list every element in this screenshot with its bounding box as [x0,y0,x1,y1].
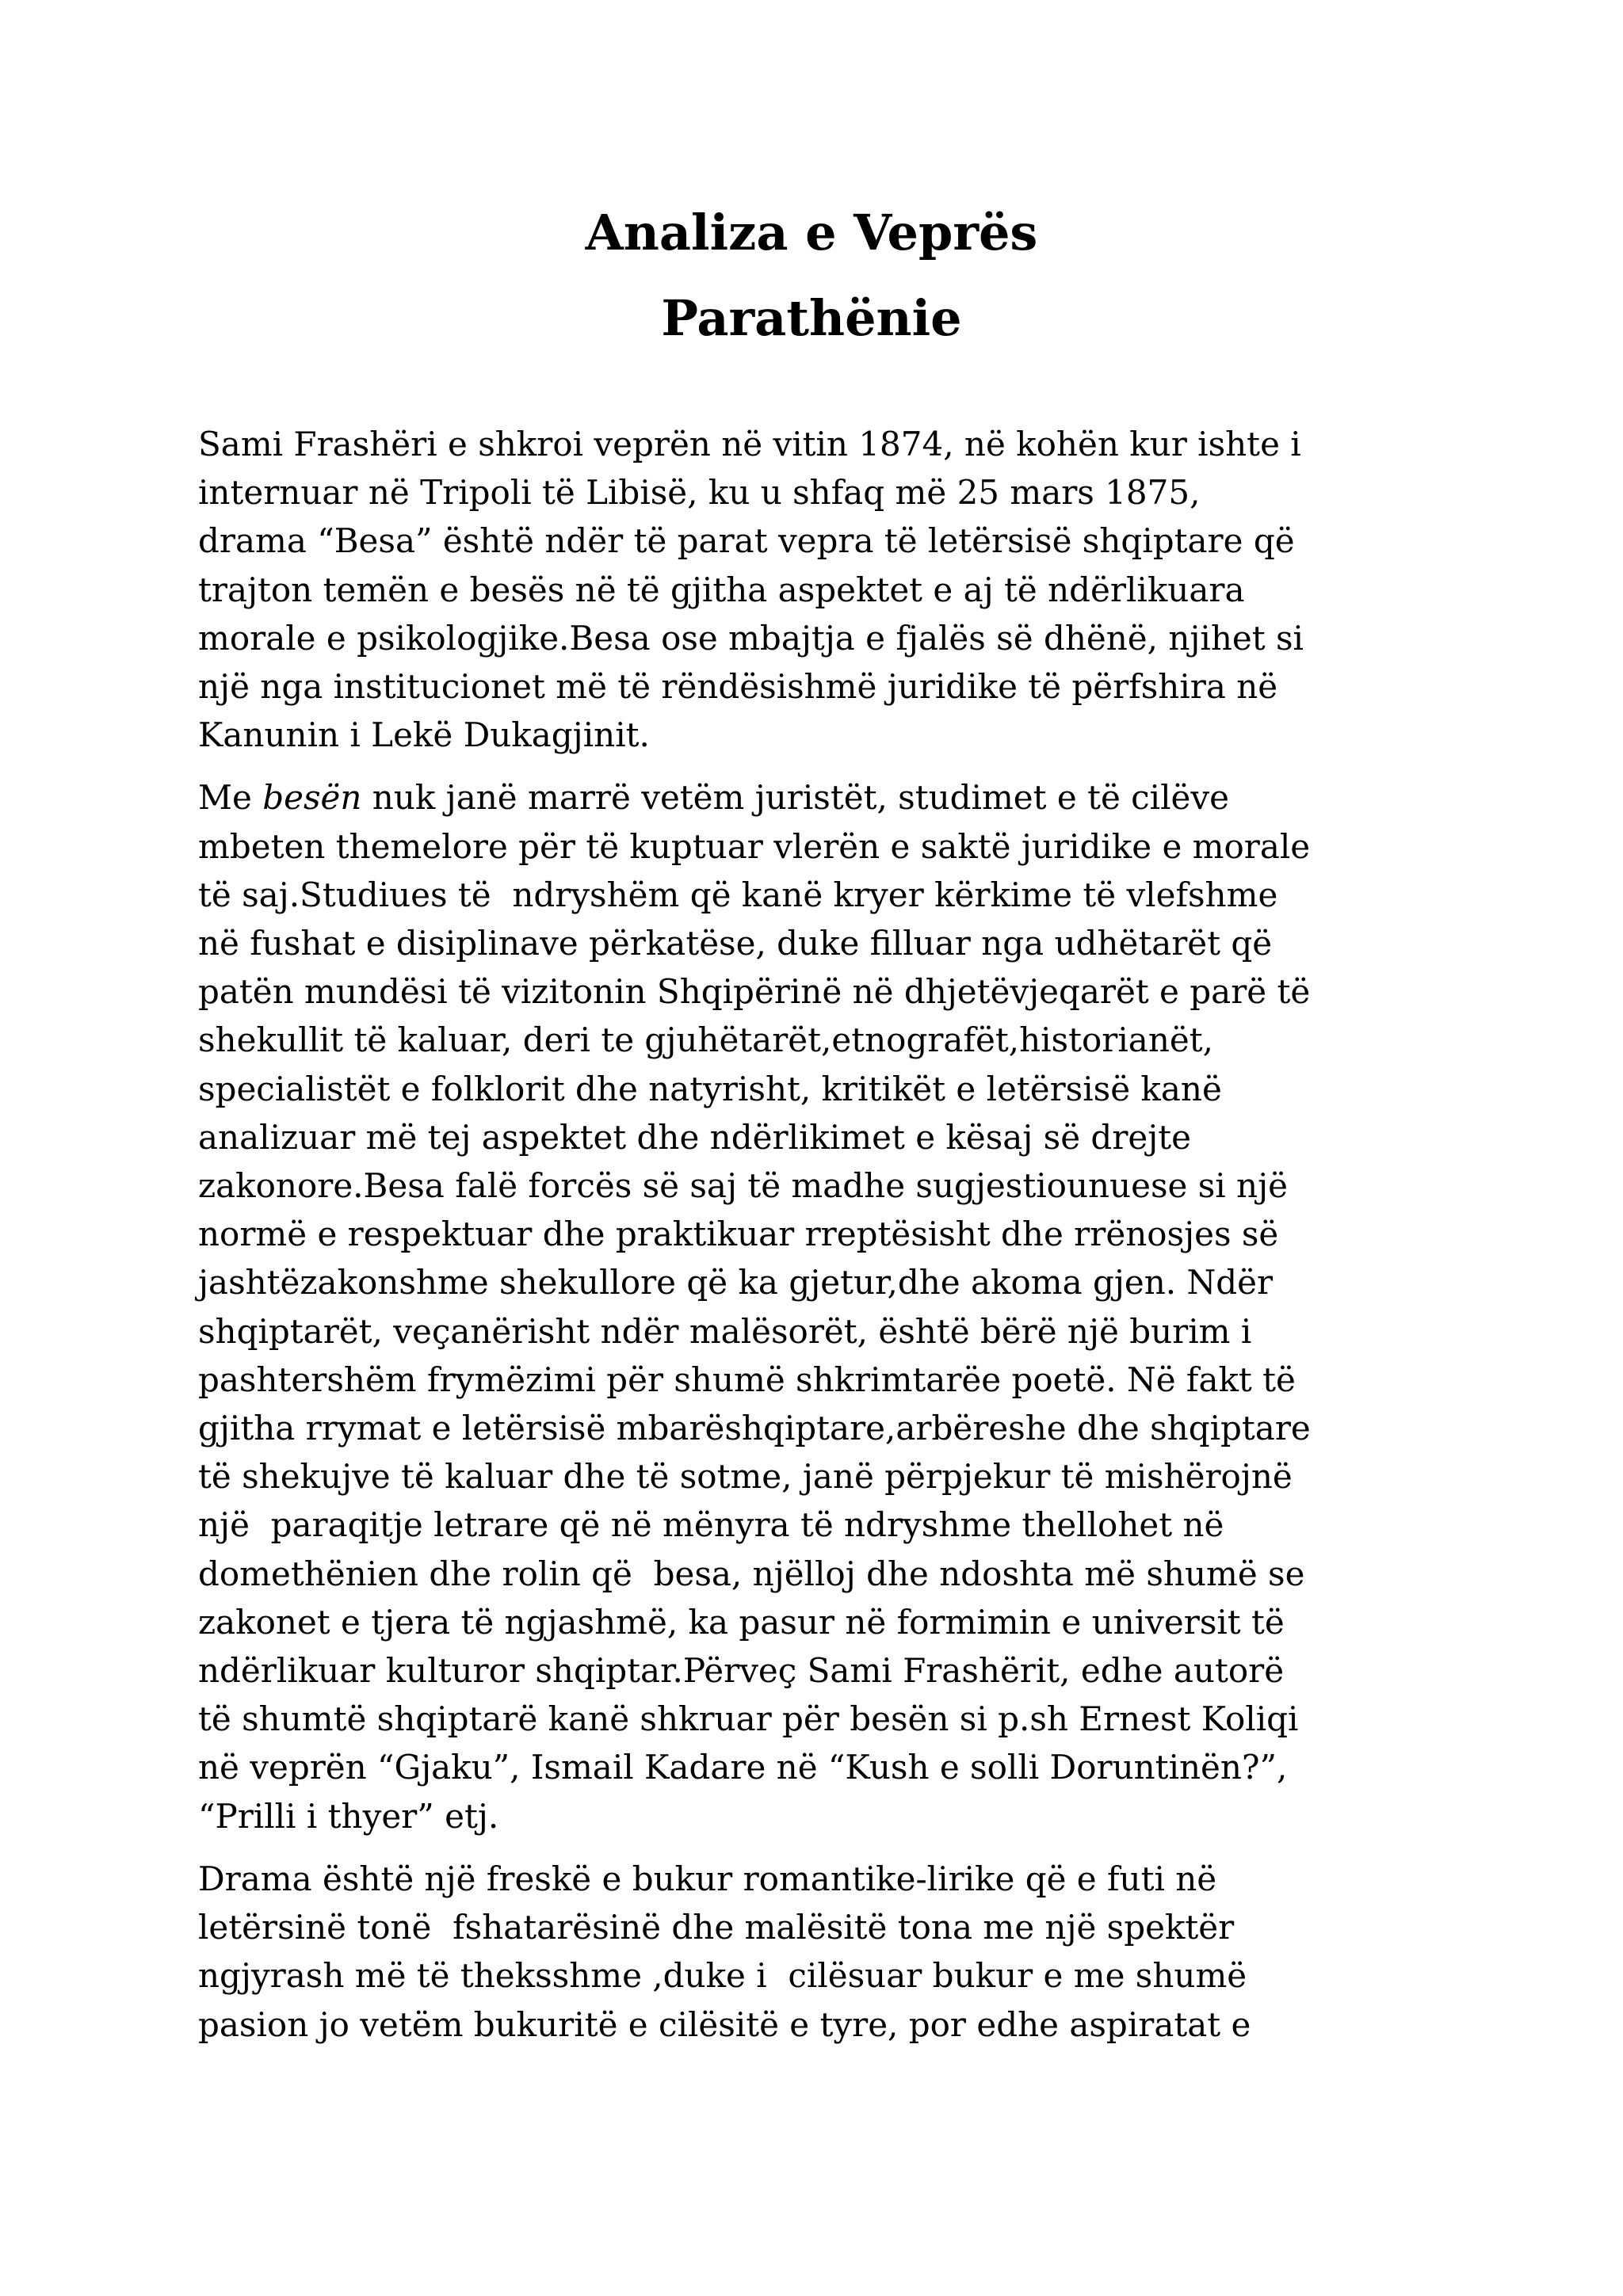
text-line: analizuar më tej aspektet dhe ndërlikimet e kësaj së drejte [198,1117,1192,1157]
title-block [0,190,1623,361]
text-line: normë e respektuar dhe praktikuar rreptësisht dhe rrënosjes së [198,1215,1279,1254]
text-line: drama “Besa” është ndër të parat vepra të letërsisë shqiptare që [198,521,1295,561]
text-fragment: nuk janë marrë vetëm juristët, studimet e të cilëve [361,778,1229,818]
text-line: shekullit të kaluar, deri te gjuhëtarët,etnografët,historianët, [198,1020,1213,1060]
text-line: pashtershëm frymëzimi për shumë shkrimtarëe poetë. Në fakt të [198,1360,1296,1399]
text-line: mbeten themelore për të kuptuar vlerën e saktë juridike e morale [198,826,1311,866]
text-line: në veprën “Gjaku”, Ismail Kadare në “Kush e solli Doruntinën?”, [198,1748,1288,1787]
text-line: zakonet e tjera të ngjashmë, ka pasur në formimin e universit të [198,1602,1285,1642]
text-line: një paraqitje letrare që në mënyra të ndryshme thellohet në [198,1505,1224,1545]
text-line: “Prilli i thyer” etj. [198,1796,499,1836]
text-line: trajton temën e besës në të gjitha aspektet e aj të ndërlikuara [198,570,1245,609]
paragraph-1 [198,420,1450,759]
text-line: Sami Frashëri e shkroi veprën në vitin 1874, në kohën kur ishte i [198,425,1301,463]
text-line: letërsinë tonë fshatarësinë dhe malësitë tona me një spektër [198,1908,1235,1947]
text-line: Kanunin i Lekë Dukagjinit. [198,715,650,755]
text-line: në fushat e disiplinave përkatëse, duke filluar nga udhëtarët që [198,924,1273,963]
text-line: pasion jo vetëm bukuritë e cilësitë e tyre, por edhe aspiratat e [198,2004,1251,2044]
text-line: ndërlikuar kulturor shqiptar.Përveç Sami Frashërit, edhe autorë [198,1651,1285,1691]
italic-term: besën [262,778,362,818]
text-line: ngjyrash më të theksshme ,duke i cilësuar bukur e me shumë [198,1956,1247,1996]
text-line: patën mundësi të vizitonin Shqipërinë në dhjetëvjeqarët e parë të [198,972,1311,1012]
text-line: shqiptarët, veçanërisht ndër malësorët, është bërë një burim i [198,1311,1252,1351]
text-line [198,773,1450,822]
document-subtitle: Parathënie [661,289,962,347]
text-line: internuar në Tripoli të Libisë, ku u shfaq më 25 mars 1875, [198,473,1201,513]
text-line: të shekujve të kaluar dhe të sotme, janë përpjekur të mishërojnë [198,1457,1293,1497]
paragraph-3 [198,1855,1450,2049]
text-line: një nga institucionet më të rëndësishmë juridike të përfshira në [198,667,1278,707]
text-line: Drama është një freskë e bukur romantike-lirike që e futi në [198,1859,1217,1898]
text-line: të shumtë shqiptarë kanë shkruar për besën si p.sh Ernest Koliqi [198,1699,1299,1739]
text-line: morale e psikologjike.Besa ose mbajtja e fjalës së dhënë, njihet si [198,618,1304,658]
document-title: Analiza e Veprës [585,204,1038,261]
text-line: të saj.Studiues të ndryshëm që kanë kryer kërkime të vlefshme [198,875,1278,914]
text-line: zakonore.Besa falë forcës së saj të madhe sugjestiounuese si një [198,1166,1288,1206]
text-line: specialistët e folklorit dhe natyrisht, kritikët e letërsisë kanë [198,1069,1222,1108]
body-text [198,420,1450,2063]
text-fragment: Me [198,778,263,818]
text-line: domethënien dhe rolin që besa, njëlloj dhe ndoshta më shumë se [198,1554,1305,1593]
paragraph-2 [198,773,1450,1840]
text-line: jashtëzakonshme shekullore që ka gjetur,dhe akoma gjen. Ndër [198,1263,1274,1302]
text-line: gjitha rrymat e letërsisë mbarëshqiptare,arbëreshe dhe shqiptare [198,1409,1311,1448]
